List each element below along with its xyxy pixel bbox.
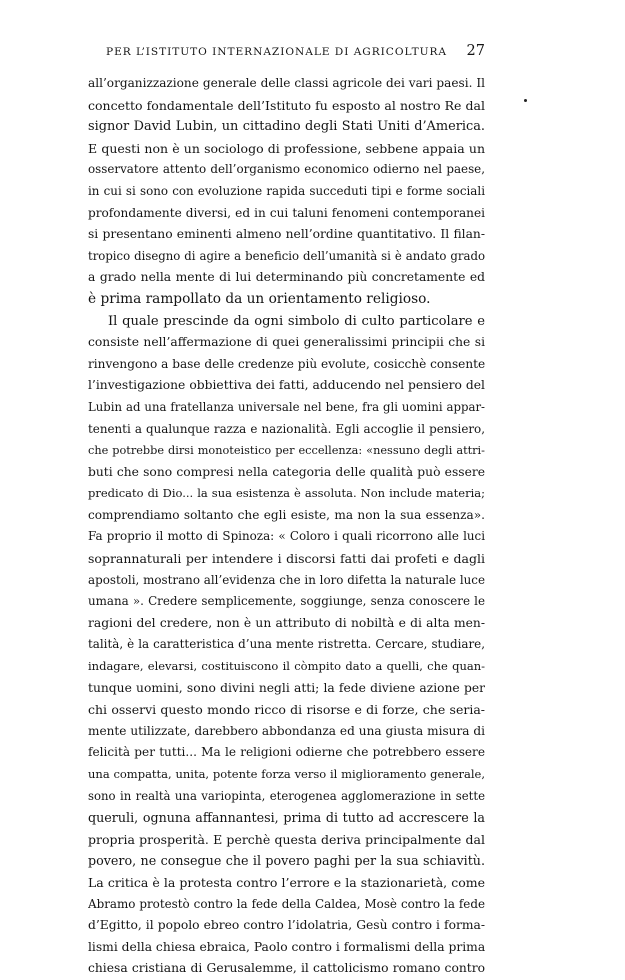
text-line: che potrebbe dirsi monoteistico per eccellenza: «nessuno degli attri-: [88, 444, 485, 458]
text-line: ragioni del credere, non è un attributo di nobiltà e di alta men-: [88, 615, 485, 630]
page-number: 27: [466, 43, 485, 59]
text-line: Lubin ad una fratellanza universale nel bene, fra gli uomini appar-: [88, 399, 485, 414]
ink-speck: [524, 99, 527, 102]
text-line: rinvengono a base delle credenze più evolute, cosicchè consente: [88, 356, 485, 371]
text-line: tropico disegno di agire a beneficio dell’umanità si è andato grado: [88, 248, 485, 263]
text-line: indagare, elevarsi, costituiscono il còmpito dato a quelli, che quan-: [88, 659, 485, 674]
text-line: profondamente diversi, ed in cui taluni fenomeni contemporanei: [88, 205, 485, 220]
text-line: d’Egitto, il popolo ebreo contro l’idolatria, Gesù contro i forma-: [88, 918, 485, 933]
text-line: soprannaturali per intendere i discorsi fatti dai profeti e dagli: [88, 551, 485, 567]
page-header: [88, 44, 485, 64]
text-line: chi osservi questo mondo ricco di risorse e di forze, che seria-: [88, 702, 485, 718]
text-line: osservatore attento dell’organismo economico odierno nel paese,: [88, 162, 485, 177]
text-line: tunque uomini, sono divini negli atti; la fede diviene azione per: [88, 680, 485, 695]
text-line: si presentano eminenti almeno nell’ordine quantitativo. Il filan-: [88, 227, 485, 242]
running-title: PER L’ISTITUTO INTERNAZIONALE DI AGRICOLTURA: [106, 46, 448, 58]
text-line: felicità per tutti... Ma le religioni odierne che potrebbero essere: [88, 745, 485, 760]
text-line: E questi non è un sociologo di professione, sebbene appaia un: [88, 140, 485, 156]
text-line: signor David Lubin, un cittadino degli Stati Uniti d’America.: [88, 119, 485, 135]
paragraph-end-line: è prima rampollato da un orientamento religioso.: [88, 290, 431, 307]
text-line: predicato di Dio... la sua esistenza è assoluta. Non include materia;: [88, 486, 485, 501]
text-line: talità, è la caratteristica d’una mente ristretta. Cercare, studiare,: [88, 637, 485, 652]
text-line: La critica è la protesta contro l’errore e la stazionarietà, come: [88, 874, 485, 890]
text-line: Abramo protestò contro la fede della Caldea, Mosè contro la fede: [88, 896, 485, 911]
text-line: lismi della chiesa ebraica, Paolo contro i formalismi della prima: [88, 939, 485, 954]
text-line: sono in realtà una variopinta, eterogenea agglomerazione in sette: [88, 788, 485, 803]
text-line: buti che sono compresi nella categoria delle qualità può essere: [88, 464, 485, 479]
text-line: queruli, ognuna affannantesi, prima di tutto ad accrescere la: [88, 810, 485, 826]
text-line: tenenti a qualunque razza e nazionalità. Egli accoglie il pensiero,: [88, 421, 485, 436]
text-line: chiesa cristiana di Gerusalemme, il cattolicismo romano contro: [88, 961, 485, 976]
text-line: comprendiamo soltanto che egli esiste, ma non la sua essenza».: [88, 507, 485, 522]
text-line: umana ». Credere semplicemente, soggiunge, senza conoscere le: [88, 594, 485, 609]
text-line: povero, ne consegue che il povero paghi per la sua schiavitù.: [88, 853, 485, 869]
text-line: all’organizzazione generale delle classi agricole dei vari paesi. Il: [88, 76, 485, 90]
text-line: apostoli, mostrano all’evidenza che in loro difetta la naturale luce: [88, 572, 485, 587]
text-line: consiste nell’affermazione di quei generalissimi principii che si: [88, 335, 485, 350]
text-line: mente utilizzate, darebbero abbondanza ed una giusta misura di: [88, 723, 485, 738]
text-line: propria prosperità. E perchè questa deriva principalmente dal: [88, 831, 485, 847]
text-line: una compatta, unita, potente forza verso il miglioramento generale,: [88, 767, 485, 781]
text-line: concetto fondamentale dell’Istituto fu esposto al nostro Re dal: [88, 97, 485, 113]
text-line: l’investigazione obbiettiva dei fatti, adducendo nel pensiero del: [88, 378, 485, 393]
body-text: [88, 73, 485, 980]
text-line: Fa proprio il motto di Spinoza: « Coloro i quali ricorrono alle luci: [88, 529, 485, 544]
text-line: a grado nella mente di lui determinando più concretamente ed: [88, 270, 485, 285]
text-line: in cui si sono con evoluzione rapida succeduti tipi e forme sociali: [88, 183, 485, 198]
paragraph-start-line: Il quale prescinde da ogni simbolo di culto particolare e: [108, 313, 485, 329]
